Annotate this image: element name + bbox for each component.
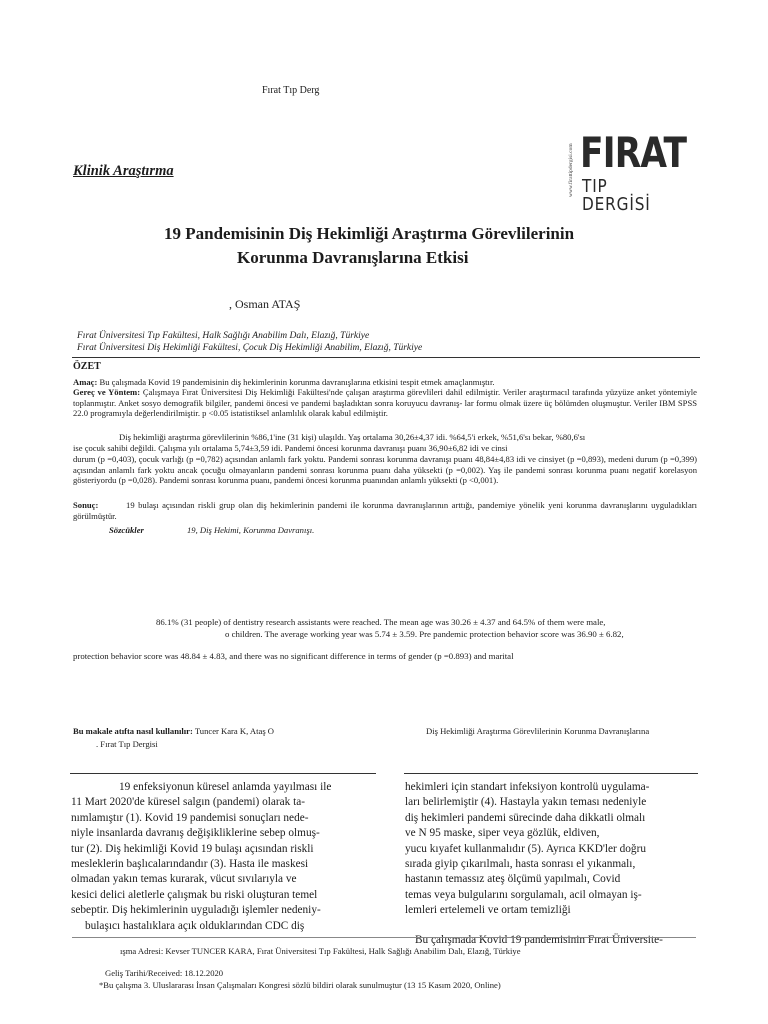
citation-label: Bu makale atıfta nasıl kullanılır: [73, 726, 193, 736]
results-line-2: ise çocuk sahibi değildi. Çalışma yılı ortalama 5,74±3,59 idi. Pandemi öncesi korunma davranışı puanı 36,90±6,82 idi ve cinsi [73, 443, 508, 453]
results-line-1: Diş hekimliği araştırma görevlilerinin %86,1'ine (31 kişi) ulaşıldı. Yaş ortalama 30,26±4,37 idi. %64,5'i erkek, %51,6'sı bekar, %80,6'sı [119, 432, 586, 442]
english-line-1: 86.1% (31 people) of dentistry research assistants were reached. The mean age was 30.26 ± 4.37 and 64.5% of them were male, [156, 617, 606, 627]
body-left-line: mesleklerin başlıcalarındandır (3). Hasta ile maskesi [71, 858, 309, 871]
received-date: Geliş Tarihi/Received: 18.12.2020 [105, 968, 224, 978]
keywords-text: 19, Diş Hekimi, Korunma Davranışı. [187, 525, 315, 535]
body-left-column [71, 780, 361, 934]
body-right-paragraph-2: Bu çalışmada Kovid 19 pandemisinin Fırat Üniversite- [415, 933, 663, 946]
body-left-line: olmadan yakın temas kurarak, vücut sıvılarıyla ve [71, 873, 297, 886]
body-right-line: yucu kıyafet kullanmalıdır (5). Ayrıca KKD'ler doğru [405, 842, 646, 855]
logo-website-text: www.firattipdergisi.com [568, 143, 574, 197]
affiliation-1: Fırat Üniversitesi Tıp Fakültesi, Halk Sağlığı Anabilim Dalı, Elazığ, Türkiye [77, 331, 370, 341]
body-right-line: ve N 95 maske, siper veya gözlük, eldiven, [405, 827, 600, 840]
aim-label: Amaç: [73, 377, 98, 387]
methods-text: Çalışmaya Fırat Üniversitesi Diş Hekimliği Fakültesi'nde çalışan araştırma görevlileri dahil edilmiştir. Veriler araştırmacıl tarafında yüzyüze anket yöntemiyle toplanmıştır. Anket sosyo demografik bilgiler, pandemi öncesi ve pandemi başladıktan sonra koruyucu davranış- lar formu olmak üzere üç bölümden oluşmuştur. Veriler IBM SPSS 22.0 programıyla değerlendirilmiştir. p <0.05 istatistiksel anlamlılık olarak kabul edilmiştir. [73, 387, 697, 419]
abstract-aim [73, 377, 697, 388]
english-line-3: protection behavior score was 48.84 ± 4.83, and there was no significant difference in terms of gender (p =0.893) and marital [73, 651, 514, 661]
body-right-line: ları belirlemiştir (4). Hastayla yakın teması nedeniyle [405, 796, 647, 809]
conclusion-label: Sonuç: [73, 500, 99, 510]
journal-logo [568, 128, 696, 215]
body-left-line: 19 enfeksiyonun küresel anlamda yayılması ile [119, 781, 332, 793]
title-line-2: Korunma Davranışlarına Etkisi [237, 248, 469, 267]
article-title [80, 222, 710, 272]
column-rule-right [404, 773, 698, 774]
column-rule-left [70, 773, 376, 774]
methods-label: Gereç ve Yöntem: [73, 387, 141, 397]
body-right-line: diş hekimleri pandemi sürecinde daha dikkatli olmalı [405, 811, 646, 824]
authors: , Osman ATAŞ [229, 297, 301, 311]
body-left-line: tur (2). Diş hekimliği Kovid 19 bulaşı açısından riskli [71, 842, 314, 855]
body-left-line: bulaşıcı hastalıklara açık olduklarından CDC diş [85, 919, 305, 932]
body-left-line: nımlamıştır (1). Kovid 19 pandemisi sonuçları nede- [71, 811, 309, 824]
correspondence-address: ışma Adresi: Kevser TUNCER KARA, Fırat Üniversitesi Tıp Fakültesi, Halk Sağlığı Anabilim Dalı, Elazığ, Türkiye [120, 946, 521, 956]
conclusion-text: 19 bulaşı açısından riskli grup olan diş hekimlerinin pandemi ile korunma davranışlarının arttığı, pandemiye yönelik yeni korunma davranışlarını uyguladıkları görülmüştür. [73, 500, 698, 521]
divider [72, 357, 700, 358]
citation-journal: . Fırat Tıp Dergisi [96, 739, 158, 749]
abstract-heading: ÖZET [73, 361, 101, 372]
body-right-column [405, 780, 697, 948]
logo-title: FIRAT [580, 128, 687, 177]
keywords-label: Sözcükler [109, 525, 144, 535]
citation [73, 726, 274, 736]
body-right-line: lemleri ertelemeli ve ortam temizliği [405, 904, 571, 917]
citation-authors: Tuncer Kara K, Ataş O [192, 726, 275, 736]
body-left-line: niyle insanlarda davranış değişikliklerine sebep olmuş- [71, 827, 320, 840]
keywords [109, 525, 315, 535]
body-right-line: sırada giyip çıkarılmalı, hasta sonrası el yıkanmalı, [405, 858, 636, 871]
footer-rule [72, 937, 696, 938]
body-right-line: hastanın temassız ateş ölçümü yapılmalı, Covid [405, 873, 621, 886]
english-line-2: o children. The average working year was 5.74 ± 3.59. Pre pandemic protection behavior score was 36.90 ± 6.82, [225, 629, 624, 639]
body-left-line: sebeptir. Diş hekimlerinin uyguladığı işlemler nedeniy- [71, 904, 321, 917]
aim-text: Bu çalışmada Kovid 19 pandemisinin diş hekimlerinin korunma davranışlarına etkisini tespit etmek amaçlanmıştır. [97, 377, 495, 387]
journal-short-name: Fırat Tıp Derg [262, 85, 320, 96]
article-type: Klinik Araştırma [73, 163, 174, 179]
body-right-line: temas veya bulgularını sorgulamalı, acil olmayan iş- [405, 888, 642, 901]
results-rest: durum (p =0,403), çocuk varlığı (p =0,782) açısından anlamlı fark yoktu. Pandemi sonrası korunma davranışı puanı 48,84±4,83 idi ve cinsiyet (p =0,893), medeni durum (p =0,399) açısından anlamlı fark yoktu ancak çocuğu olmayanların pandemi sonrası korunma puanı daha yüksekti (p =0,002). Yaş ile pandemi sonrası korunma puanı negatif korelasyon gösteriyordu (p =0,028). Pandemi sonrası korunma puanı, pandemi öncesi korunma puanından anlamlı yüksekti (p <0,001). [73, 454, 697, 486]
affiliation-2: Fırat Üniversitesi Diş Hekimliği Fakültesi, Çocuk Diş Hekimliği Anabilim, Elazığ, Türkiye [77, 343, 423, 353]
abstract-methods [73, 387, 697, 419]
abstract-conclusion [73, 500, 697, 521]
body-left-line: 11 Mart 2020'de küresel salgın (pandemi) olarak ta- [71, 796, 306, 809]
logo-subtitle: TIP DERGİSİ [582, 176, 651, 215]
body-left-line: kesici delici aletlerle çalışmak bu riski oluşturan temel [71, 888, 318, 901]
title-line-1: 19 Pandemisinin Diş Hekimliği Araştırma Görevlilerinin [164, 224, 575, 243]
body-right-line: hekimleri için standart infeksiyon kontrolü uygulama- [405, 781, 650, 793]
citation-title: Diş Hekimliği Araştırma Görevlilerinin Korunma Davranışlarına [426, 726, 650, 736]
conference-note: *Bu çalışma 3. Uluslararası İnsan Çalışmaları Kongresi sözlü bildiri olarak sunulmuştur (13 15 Kasım 2020, Online) [99, 980, 501, 990]
